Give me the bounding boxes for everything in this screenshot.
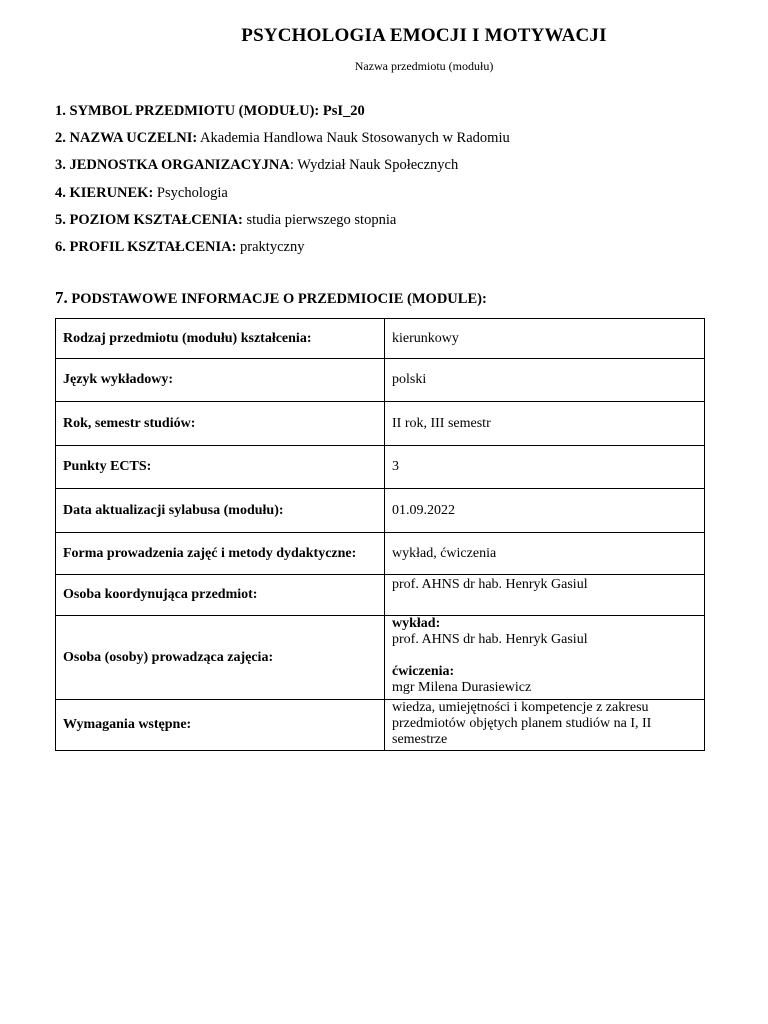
row-key: Język wykładowy: (56, 359, 385, 402)
row-key: Osoba koordynująca przedmiot: (56, 575, 385, 616)
row-value: wykład, ćwiczenia (385, 533, 705, 575)
row-value: wiedza, umiejętności i kompetencje z zakresu przedmiotów objętych planem studiów na I, II semestrze (385, 700, 705, 751)
section-7-heading: 7. PODSTAWOWE INFORMACJE O PRZEDMIOCIE (MODULE): (55, 288, 487, 307)
page-subtitle: Nazwa przedmiotu (modułu) (354, 59, 494, 73)
row-key: Punkty ECTS: (56, 446, 385, 489)
info-university: 2. NAZWA UCZELNI: Akademia Handlowa Nauk Stosowanych w Radomiu (55, 130, 510, 147)
table-row (56, 700, 705, 751)
lecture-label: wykład: (392, 616, 441, 631)
row-key: Data aktualizacji sylabusa (modułu): (56, 489, 385, 533)
row-key: Forma prowadzenia zajęć i metody dydaktyczne: (56, 533, 385, 575)
row-key: Rodzaj przedmiotu (modułu) kształcenia: (56, 319, 385, 359)
table-row (56, 489, 705, 533)
row-value: kierunkowy (385, 319, 705, 359)
table-row (56, 533, 705, 575)
row-key: Osoba (osoby) prowadząca zajęcia: (56, 616, 385, 700)
info-profile: 6. PROFIL KSZTAŁCENIA: praktyczny (55, 238, 305, 255)
row-value: prof. AHNS dr hab. Henryk Gasiul (385, 575, 705, 616)
lecture-person: prof. AHNS dr hab. Henryk Gasiul (392, 632, 588, 647)
table-row (56, 359, 705, 402)
row-value: 3 (385, 446, 705, 489)
table-row (56, 575, 705, 616)
table-row (56, 402, 705, 446)
row-key: Wymagania wstępne: (56, 700, 385, 751)
exercise-person: mgr Milena Durasiewicz (392, 680, 532, 695)
course-info-list (55, 102, 510, 265)
course-info-table (55, 318, 705, 751)
row-value: II rok, III semestr (385, 402, 705, 446)
table-row (56, 446, 705, 489)
info-symbol: 1. SYMBOL PRZEDMIOTU (MODUŁU): PsI_20 (55, 103, 365, 119)
exercise-label: ćwiczenia: (392, 664, 455, 679)
table-row (56, 616, 705, 700)
row-value-instructors (385, 616, 705, 700)
row-value: 01.09.2022 (385, 489, 705, 533)
info-field: 4. KIERUNEK: Psychologia (55, 184, 228, 201)
info-unit: 3. JEDNOSTKA ORGANIZACYJNA: Wydział Nauk Społecznych (55, 157, 459, 174)
table-row (56, 319, 705, 359)
row-value: polski (385, 359, 705, 402)
page-title: PSYCHOLOGIA EMOCJI I MOTYWACJI (241, 25, 607, 46)
info-level: 5. POZIOM KSZTAŁCENIA: studia pierwszego stopnia (55, 211, 397, 228)
row-key: Rok, semestr studiów: (56, 402, 385, 446)
